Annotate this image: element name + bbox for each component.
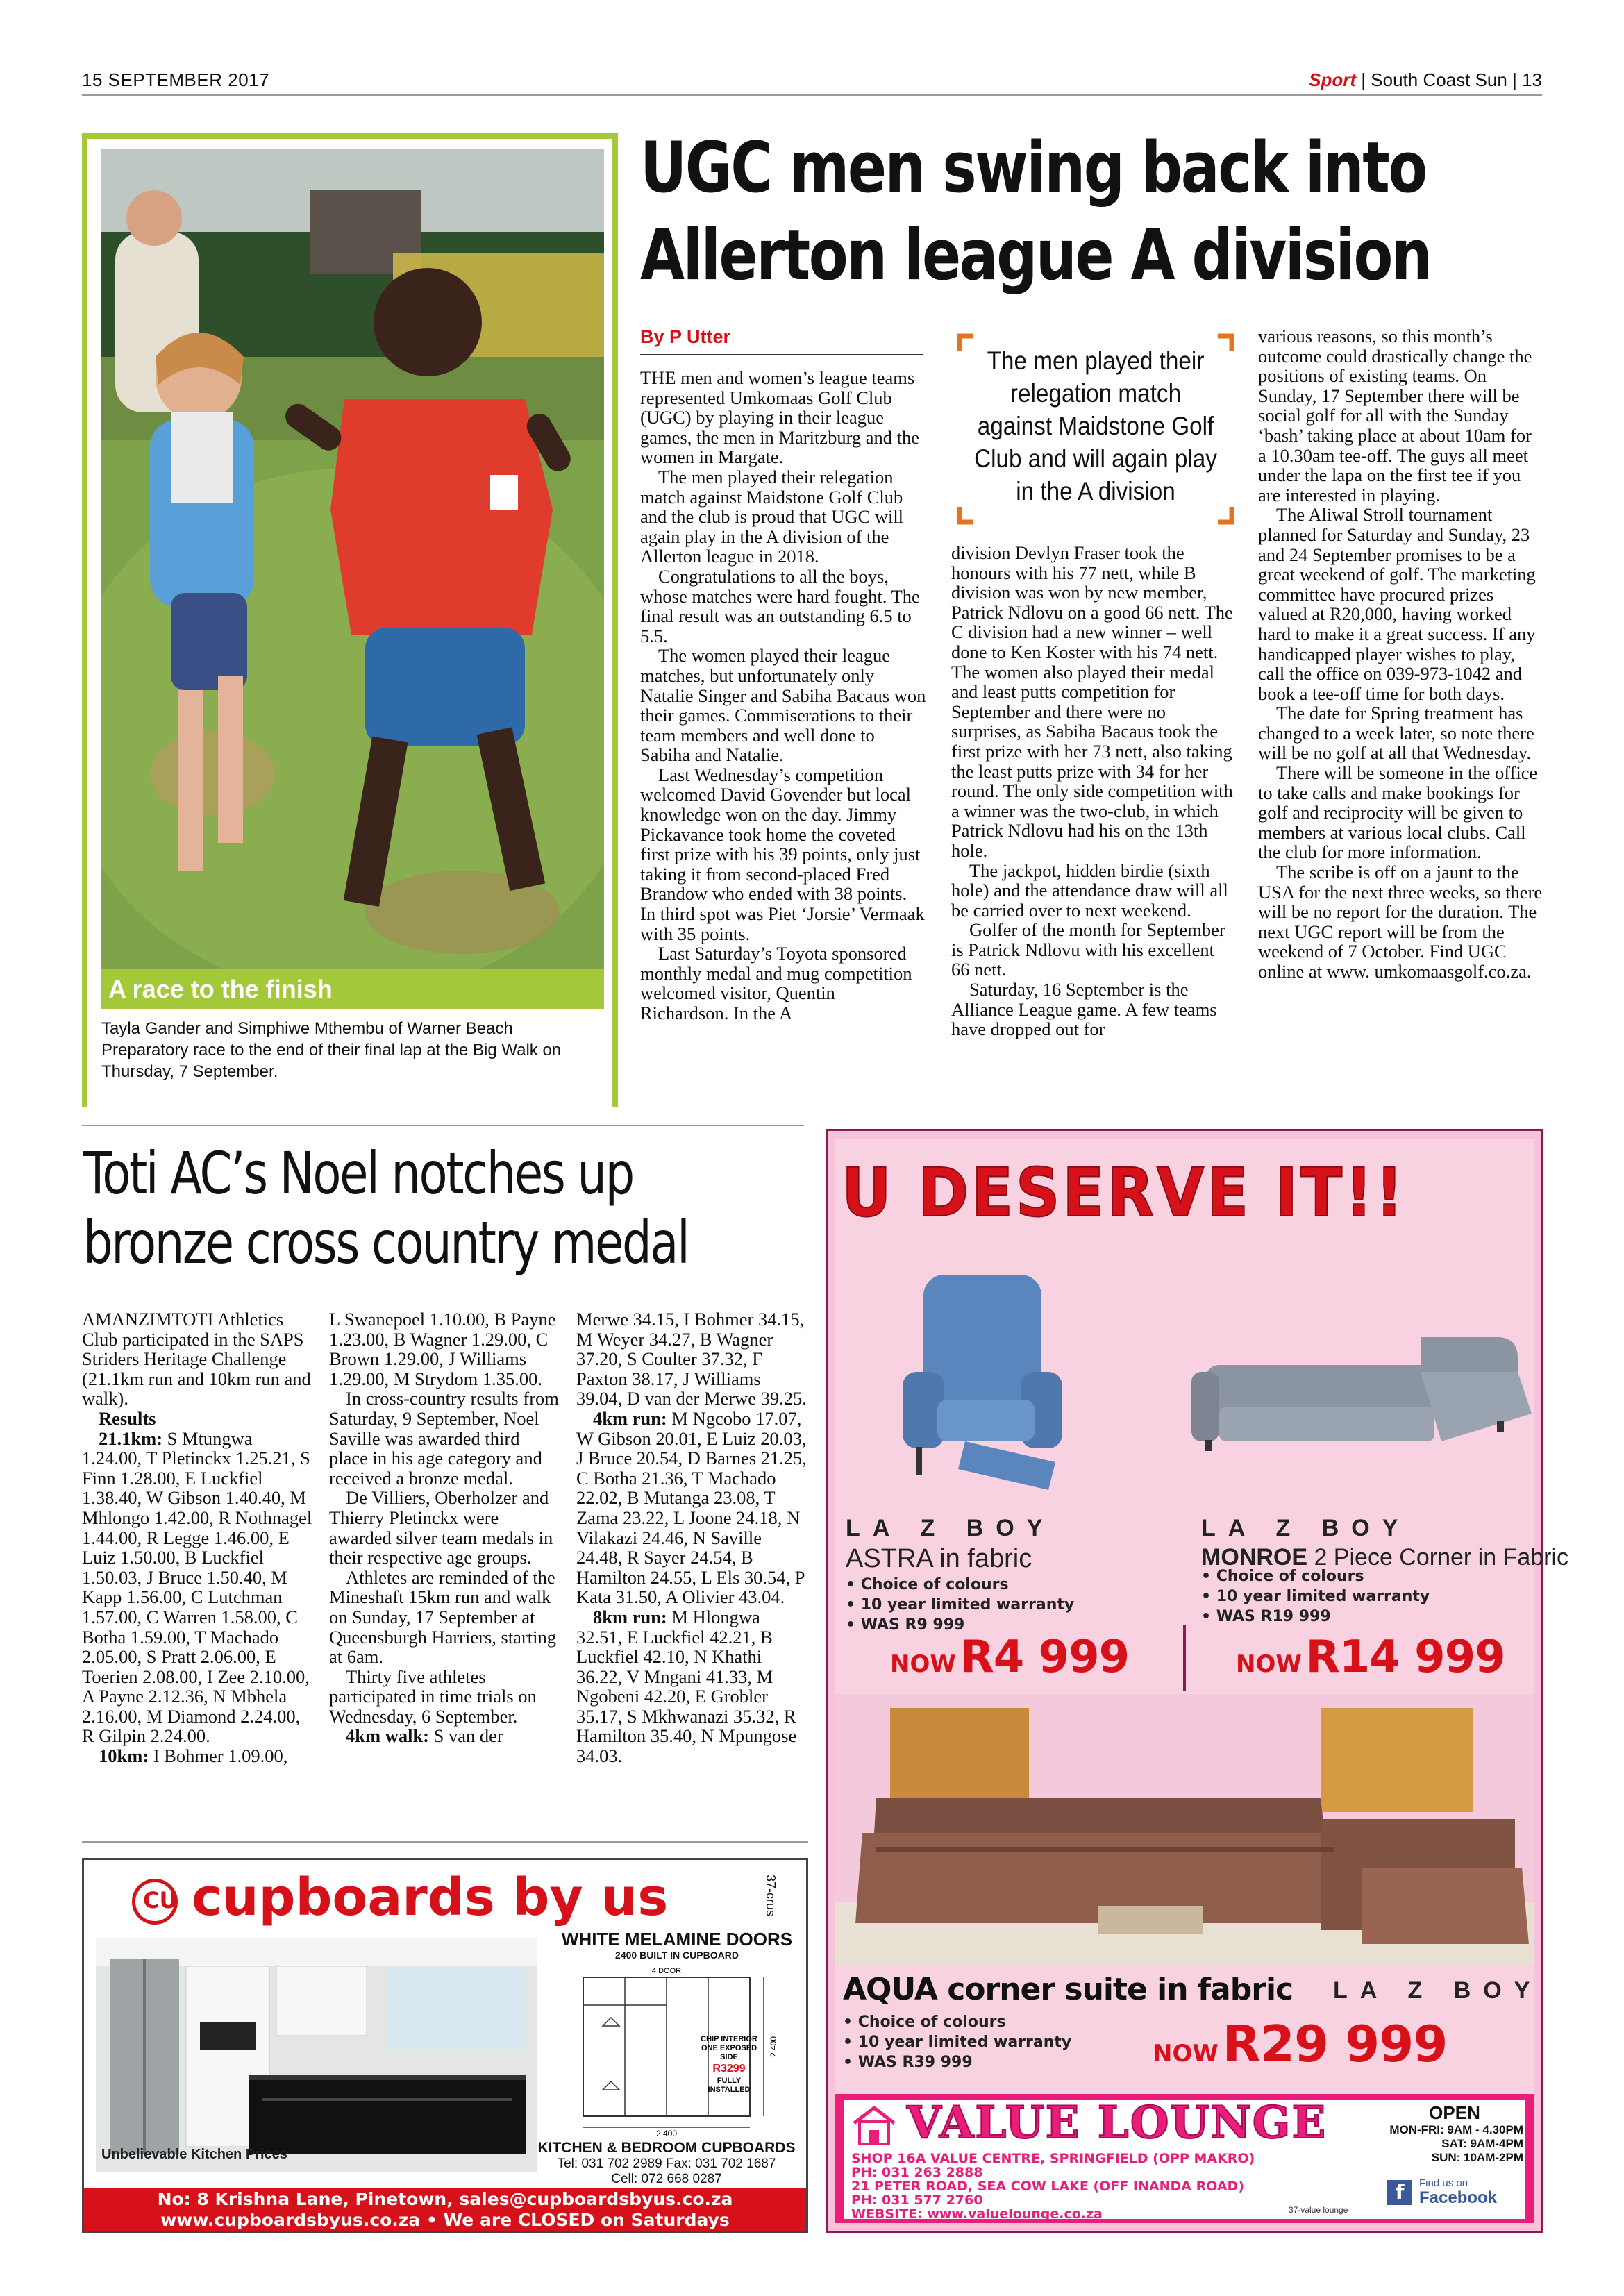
feature: • Choice of colours	[846, 1576, 1009, 1593]
lazboy-logo: LA Z BOY	[846, 1515, 1055, 1541]
paragraph: Merwe 34.15, I Bohmer 34.15, M Weyer 34.27, B Wagner 37.20, S Coulter 37.32, F Paxton 38.17, J Williams 39.04, D van der Merwe 39.25.	[576, 1309, 807, 1409]
store-address: 21 PETER ROAD, SEA COW LAKE (OFF INANDA ROAD)	[851, 2179, 1245, 2194]
product-name: ASTRA	[846, 1544, 932, 1573]
ad-title: U DESERVE IT!!	[842, 1154, 1406, 1232]
paragraph: Athletes are reminded of the Mineshaft 15km run and walk on Sunday, 17 September at Queensburgh Harriers, starting at 6am.	[329, 1566, 556, 1668]
paragraph: In cross-country results from Saturday, 9 September, Noel Saville was awarded third place in his age category and received a bronze medal.	[329, 1388, 559, 1489]
ugc-column-3	[1258, 326, 1543, 982]
diagram-height-label: 2 400	[769, 2036, 778, 2058]
feature: • 10 year limited warranty	[843, 2034, 1072, 2051]
folio-separator: |	[1361, 69, 1371, 90]
product-name: MONROE	[1201, 1544, 1307, 1570]
astra-chair-image	[896, 1268, 1076, 1497]
now-label: NOW	[890, 1650, 956, 1678]
section-divider	[82, 1125, 804, 1126]
paragraph	[329, 1726, 562, 1746]
byline: By P Utter	[640, 326, 731, 347]
paragraph: Last Saturday’s Toyota sponsored monthly medal and mug competition welcomed visitor, Quentin Richardson. In the A	[640, 943, 912, 1023]
ugc-column-1	[640, 368, 926, 1023]
page-number: 13	[1522, 69, 1542, 90]
paragraph: Last Wednesday’s competition welcomed David Govender but local knowledge won on the day. Jimmy Pickavance took home the coveted first prize with his 39 points, only just taking it from second-placed Fred Brandow who ended with 38 points. In third spot was Piet ‘Jorsie’ Vermaak with 35 points.	[640, 764, 925, 944]
diagram-top-label: 4 DOOR	[651, 1967, 682, 1975]
paragraph: The date for Spring treatment has changed to a week later, so note there will be no golf at all that Wednesday.	[1258, 703, 1534, 764]
aqua-product-name: AQUA corner suite in fabric	[843, 1972, 1294, 2007]
paragraph: Thirty five athletes participated in time trials on Wednesday, 6 September.	[329, 1666, 537, 1727]
paragraph: L Swanepoel 1.10.00, B Payne 1.23.00, B Wagner 1.29.00, C Brown 1.29.00, J Williams 1.29.00, M Strydom 1.35.00.	[329, 1309, 556, 1389]
price-value: R4 999	[960, 1632, 1130, 1683]
toti-column-3	[576, 1309, 810, 1766]
paragraph: division Devlyn Fraser took the honours with his 77 nett, while B division was won by new member, Patrick Ndlovu on a good 66 nett. The C division had a new winner – well done to Ken Koster with his 74 nett. The women also played their medal and least putts competition for September and there were no surprises, as Sabiha Bacaus took the first prize with her 73 nett, also taking the least putts prize with 34 for her round. The only side competition with a winner was the two-club, in which Patrick Ndlovu had his on the 13th hole.	[951, 542, 1233, 861]
paragraph	[82, 1429, 315, 1747]
contact-telephone: Tel: 031 702 2989 Fax: 031 702 1687	[557, 2156, 776, 2171]
feature: • WAS R39 999	[843, 2054, 973, 2071]
aqua-suite-image	[835, 1694, 1534, 1965]
now-label: NOW	[1153, 2040, 1219, 2068]
results-heading	[82, 1409, 315, 1429]
footer-web: www.cupboardsbyus.co.za • We are CLOSED on Saturdays	[160, 2210, 730, 2230]
byline-rule	[640, 354, 923, 355]
feature: • 10 year limited warranty	[1201, 1588, 1430, 1605]
publication-name: South Coast Sun	[1371, 69, 1507, 90]
monroe-features	[1201, 1566, 1430, 1627]
result-text: M Hlongwa 32.51, E Luckfiel 42.21, B Luckfiel 42.10, N Khathi 36.22, V Mngani 41.33, M Ngobeni 42.20, E Grobler 35.17, S Mkhwanazi 35.32, R Hamilton 35.40, N Mpungose 34.03.	[576, 1606, 797, 1767]
diagram-note: INSTALLED	[708, 2086, 751, 2094]
hours-saturday: SAT: 9AM-4PM	[1441, 2137, 1523, 2150]
paragraph: The men played their relegation match against Maidstone Golf Club and the club is proud that UGC will again play in the A division of the Allerton league in 2018.	[640, 466, 904, 567]
header-rule	[82, 94, 1542, 96]
ugc-headline	[640, 124, 1431, 299]
astra-features	[846, 1575, 1074, 1635]
paragraph: The scribe is off on a jaunt to the USA for the next three weeks, so there will be no report for the duration. The next UGC report will be from the weekend of 7 October. Find UGC online at www. umkomaasgolf.co.za.	[1258, 862, 1543, 982]
paragraph: The women played their league matches, but unfortunately only Natalie Singer and Sabiha Bacaus won their games. Commiserations to their team members and well done to Sabiha and Natalie.	[640, 645, 926, 766]
ad-code: 37-value lounge	[1289, 2205, 1348, 2215]
diagram-note: ONE EXPOSED	[701, 2044, 757, 2052]
monroe-price	[1236, 1632, 1505, 1683]
pull-quote: The men played their relegation match against Maidstone Golf Club and will again play in the A division	[974, 346, 1217, 505]
feature: • 10 year limited warranty	[846, 1596, 1075, 1614]
cupboards-logo-text: CU	[143, 1887, 178, 1913]
paragraph	[576, 1409, 810, 1607]
lazboy-logo: LA Z BOY	[1201, 1515, 1411, 1541]
result-text: M Ngcobo 17.07, W Gibson 20.01, E Luiz 20.03, J Bruce 20.54, D Barnes 21.25, C Botha 21.36, T Machado 22.02, B Mutanga 23.08, T Zama 23.22, L Joone 24.18, N Vilakazi 24.46, N Saville 24.48, R Sayer 24.54, B Hamilton 24.55, L Els 30.54, P Kata 31.50, A Olivier 43.04.	[576, 1407, 807, 1608]
value-lounge-title: VALUE LOUNGE	[907, 2097, 1328, 2149]
diagram-note: SIDE	[720, 2053, 738, 2061]
result-label: 10km:	[99, 1745, 149, 1767]
page-folio	[1309, 69, 1542, 91]
folio-separator: |	[1512, 69, 1523, 90]
footer-address: No: 8 Krishna Lane, Pinetown, sales@cupboardsbyus.co.za	[157, 2189, 733, 2209]
facebook-icon: f	[1387, 2180, 1412, 2205]
headline-line: UGC men swing back into	[640, 126, 1426, 208]
kitchen-photo-image	[96, 1938, 537, 2172]
diagram-price: R3299	[712, 2063, 746, 2075]
cupboards-title: cupboards by us	[192, 1868, 669, 1927]
article-rule	[82, 1841, 808, 1843]
toti-headline	[83, 1139, 689, 1277]
lazboy-logo: LA Z BOY	[1333, 1977, 1543, 2004]
contact-title: KITCHEN & BEDROOM CUPBOARDS	[537, 2140, 796, 2156]
section-name: Sport	[1309, 69, 1357, 90]
paragraph: There will be someone in the office to take calls and make bookings for golf and reciprocity will be given to members at various local clubs. Call the club for more information.	[1258, 762, 1538, 863]
paragraph: AMANZIMTOTI Athletics Club participated in the SAPS Striders Heritage Challenge (21.1km run and 10km run and walk).	[82, 1309, 311, 1409]
product-suffix: 2 Piece Corner in Fabric	[1307, 1544, 1569, 1570]
race-photo-image	[101, 149, 604, 973]
paragraph: Saturday, 16 September is the Alliance League game. A few teams have dropped out for	[951, 979, 1217, 1040]
store-phone: PH: 031 577 2760	[851, 2193, 983, 2208]
doors-subtitle: 2400 BUILT IN CUPBOARD	[615, 1950, 739, 1961]
feature: • WAS R9 999	[846, 1616, 965, 1634]
cupboard-diagram	[555, 1963, 792, 2137]
price-value: R14 999	[1305, 1632, 1505, 1683]
ugc-column-2	[951, 543, 1237, 1039]
doors-title: WHITE MELAMINE DOORS	[561, 1929, 793, 1950]
photo-caption: Tayla Gander and Simphiwe Mthembu of Warner Beach Preparatory race to the end of their final lap at the Big Walk on Thursday, 7 September.	[101, 1019, 562, 1081]
store-icon	[851, 2105, 897, 2147]
toti-column-1	[82, 1309, 315, 1766]
result-label: 8km run:	[593, 1606, 667, 1627]
product-suffix: in fabric	[932, 1544, 1032, 1573]
paragraph: The jackpot, hidden birdie (sixth hole) and the attendance draw will all be carried over to next weekend.	[951, 860, 1228, 921]
feature: • Choice of colours	[843, 2013, 1006, 2031]
hours-sunday: SUN: 10AM-2PM	[1431, 2151, 1523, 2164]
paragraph: Congratulations to all the boys, whose matches were hard fought. The final result was an outstanding 6.5 to 5.5.	[640, 565, 920, 646]
diagram-note: FULLY	[717, 2077, 742, 2085]
paragraph	[82, 1746, 315, 1766]
result-text: S van der	[429, 1725, 503, 1747]
result-text: S Mtungwa 1.24.00, T Pletinckx 1.25.21, S Finn 1.28.00, E Luckfiel 1.38.40, W Gibson 1.40.40, M Mhlongo 1.42.00, R Nothnagel 1.44.00, R Legge 1.46.00, E Luiz 1.50.00, B Luckfiel 1.50.03, J Bruce 1.50.40, M Kapp 1.56.00, C Lutchman 1.57.00, C Warren 1.58.00, C Botha 1.59.00, T Machado 2.05.00, S Pratt 2.06.00, E Toerien 2.08.00, I Zee 2.10.00, A Payne 2.12.36, N Mbhela 2.16.00, M Diamond 2.24.00, R Gilpin 2.24.00.	[82, 1427, 312, 1747]
store-address: SHOP 16A VALUE CENTRE, SPRINGFIELD (OPP MAKRO)	[851, 2151, 1255, 2166]
astra-product-name	[846, 1544, 1032, 1574]
store-website: WEBSITE: www.valuelounge.co.za	[851, 2206, 1103, 2222]
find-us-label: Find us on	[1419, 2177, 1468, 2189]
paragraph: The Aliwal Stroll tournament planned for Saturday and Sunday, 23 and 24 September promises to be a great weekend of golf. The marketing committee have procured prizes valued at R20,000, having worked hard to make it a great success. If any handicapped player wishes to play, call the office on 039-973-1042 and book a tee-off time for both days.	[1258, 504, 1536, 704]
headline-line: Allerton league A division	[640, 214, 1431, 296]
headline-line: Toti AC’s Noel notches up	[83, 1139, 633, 1207]
facebook-label: Facebook	[1419, 2188, 1498, 2207]
contact-cell: Cell: 072 668 0287	[611, 2172, 722, 2186]
feature: • WAS R19 999	[1201, 1608, 1331, 1625]
paragraph: De Villiers, Oberholzer and Thierry Pletinckx were awarded silver team medals in their respective age groups.	[329, 1487, 553, 1568]
cupboards-footer	[84, 2188, 806, 2231]
paragraph	[576, 1607, 810, 1766]
price-value: R29 999	[1222, 2015, 1448, 2073]
feature: • Choice of colours	[1201, 1568, 1364, 1585]
result-label: 4km walk:	[346, 1725, 430, 1747]
race-photo	[101, 149, 604, 973]
headline-line: bronze cross country medal	[83, 1209, 689, 1277]
paragraph: various reasons, so this month’s outcome could drastically change the positions of existing teams. On Sunday, 17 September there will be social golf for all with the Sunday ‘bash’ taking place at about 10am for a 10.30am tee-off. The guys all meet under the lapa on the first tee if you are interested in playing.	[1258, 326, 1532, 505]
toti-column-2	[329, 1309, 562, 1746]
issue-date: 15 SEPTEMBER 2017	[82, 69, 270, 90]
astra-price	[890, 1632, 1129, 1683]
result-label: 4km run:	[593, 1407, 667, 1429]
result-label: 21.1km:	[99, 1427, 163, 1449]
open-label: OPEN	[1429, 2102, 1480, 2123]
photo-caption-title: A race to the finish	[101, 969, 604, 1009]
store-phone: PH: 031 263 2888	[851, 2165, 983, 2180]
now-label: NOW	[1236, 1650, 1302, 1678]
results-label: Results	[99, 1407, 156, 1429]
aqua-features	[843, 2012, 1071, 2072]
paragraph: Golfer of the month for September is Patrick Ndlovu with his excellent 66 nett.	[951, 919, 1225, 980]
kitchen-photo	[96, 1938, 537, 2172]
paragraph: THE men and women’s league teams represented Umkomaas Golf Club (UGC) by playing in their league games, the men in Maritzburg and the women in Margate.	[640, 367, 920, 468]
diagram-note: CHIP INTERIOR	[701, 2035, 757, 2043]
ad-code: 37-crus	[764, 1875, 778, 1917]
aqua-price	[1153, 2015, 1447, 2073]
monroe-sofa-image	[1191, 1330, 1532, 1469]
price-divider	[1183, 1625, 1186, 1691]
result-text: I Bohmer 1.09.00,	[149, 1745, 288, 1767]
hours-weekday: MON-FRI: 9AM - 4.30PM	[1389, 2123, 1523, 2136]
kitchen-photo-label: Unbelievable Kitchen Prices	[101, 2147, 287, 2162]
diagram-width-label: 2 400	[655, 2129, 678, 2137]
